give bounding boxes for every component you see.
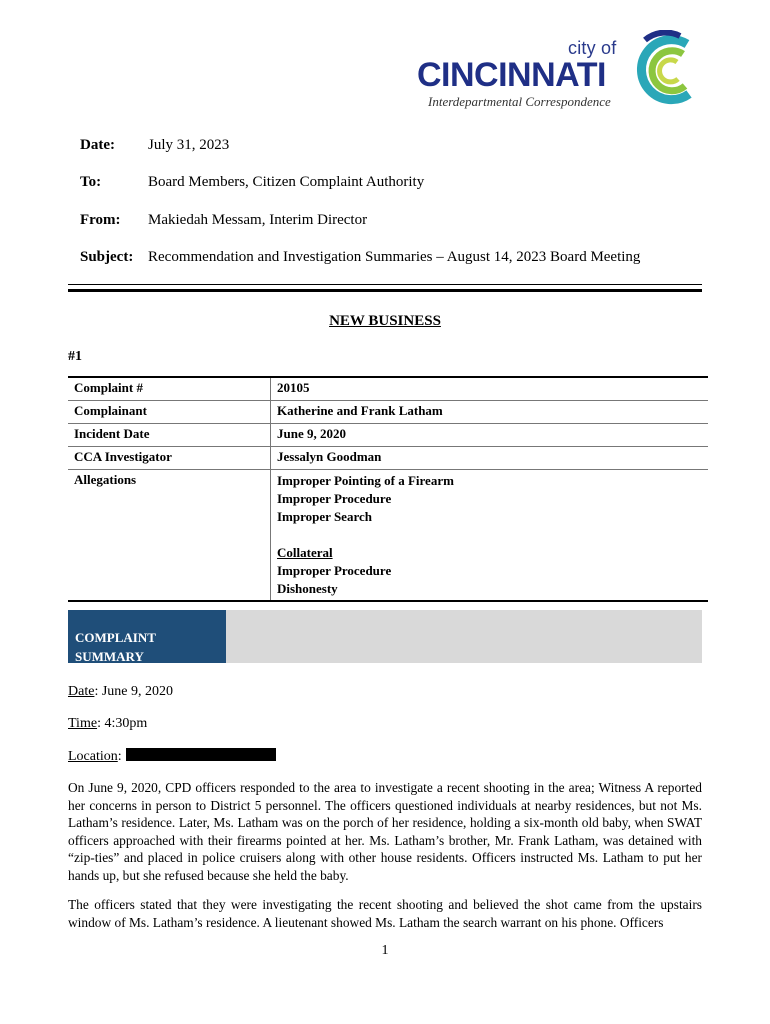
to-label: To: [80,174,102,190]
row-label: Incident Date [68,424,271,447]
logo-tagline: Interdepartmental Correspondence [428,94,611,109]
section-title: NEW BUSINESS [329,313,441,329]
field-key: Time [68,716,98,731]
table-row [68,447,708,470]
redaction-block [126,748,276,761]
summary-paragraph: The officers stated that they were investigating the recent shooting and believed the shot came from the upstairs window of Ms. Latham’s residence. A lieutenant showed Ms. Latham the search warrant on his phone. Officers [68,897,702,930]
row-label: Complainant [68,401,271,424]
page-number: 1 [381,943,389,958]
subject-label: Subject: [80,249,134,265]
row-label: CCA Investigator [68,447,271,470]
allegation-item: Improper Pointing of a Firearm [277,473,454,488]
from-value: Makiedah Messam, Interim Director [148,212,368,228]
field-key: Location [68,749,118,764]
collateral-item: Improper Procedure [277,563,392,578]
allegation-item: Improper Search [277,509,372,524]
summary-paragraph: On June 9, 2020, CPD officers responded to the area to investigate a recent shooting in the area; Witness A reported her concerns in person to District 5 personnel. The officers questioned individuals at nearby residences, but not Ms. Latham’s residence. Later, Ms. Latham was on the porch of her residence, holding a six-month old baby, when SWAT officers approached with their firearms pointed at her. Ms. Latham’s brother, Mr. Frank Latham, was detained with “zip-ties” and placed in police cruisers along with other house residents. Officers instructed Ms. Latham to put her hands up, but she refused because she held the baby. [68,780,702,883]
date-value: July 31, 2023 [148,137,230,153]
to-value: Board Members, Citizen Complaint Authority [148,174,425,190]
table-row [68,377,708,401]
table-row [68,424,708,447]
cincinnati-c-logo-icon [625,30,700,110]
incident-time-field [68,716,147,732]
item-number: #1 [68,349,82,364]
row-value: 20105 [271,377,709,401]
row-value: June 9, 2020 [271,424,709,447]
row-value: Katherine and Frank Latham [271,401,709,424]
collateral-label: Collateral [277,545,333,560]
banner-line: SUMMARY [75,649,144,664]
logo-city-of: city of [568,38,617,58]
allegations-label: Allegations [68,470,271,602]
incident-date-field [68,684,173,700]
table-row-allegations [68,470,708,602]
complaint-info-table [68,376,708,602]
summary-banner-label [68,610,226,663]
banner-line: COMPLAINT [75,630,156,645]
subject-value: Recommendation and Investigation Summaries – August 14, 2023 Board Meeting [148,249,641,265]
date-label: Date: [80,137,115,153]
field-value: : 4:30pm [97,716,148,731]
field-value: : [117,749,122,764]
field-value: : June 9, 2020 [94,684,173,699]
allegations-list [271,470,709,602]
row-label: Complaint # [68,377,271,401]
row-value: Jessalyn Goodman [271,447,709,470]
allegation-item: Improper Procedure [277,491,392,506]
logo-wordmark: CINCINNATI [417,56,606,94]
header-divider-thick [68,289,702,292]
from-label: From: [80,212,121,228]
collateral-item: Dishonesty [277,581,338,596]
table-row [68,401,708,424]
incident-location-field [68,748,276,765]
field-key: Date [68,684,95,699]
header-divider-thin [68,284,702,285]
